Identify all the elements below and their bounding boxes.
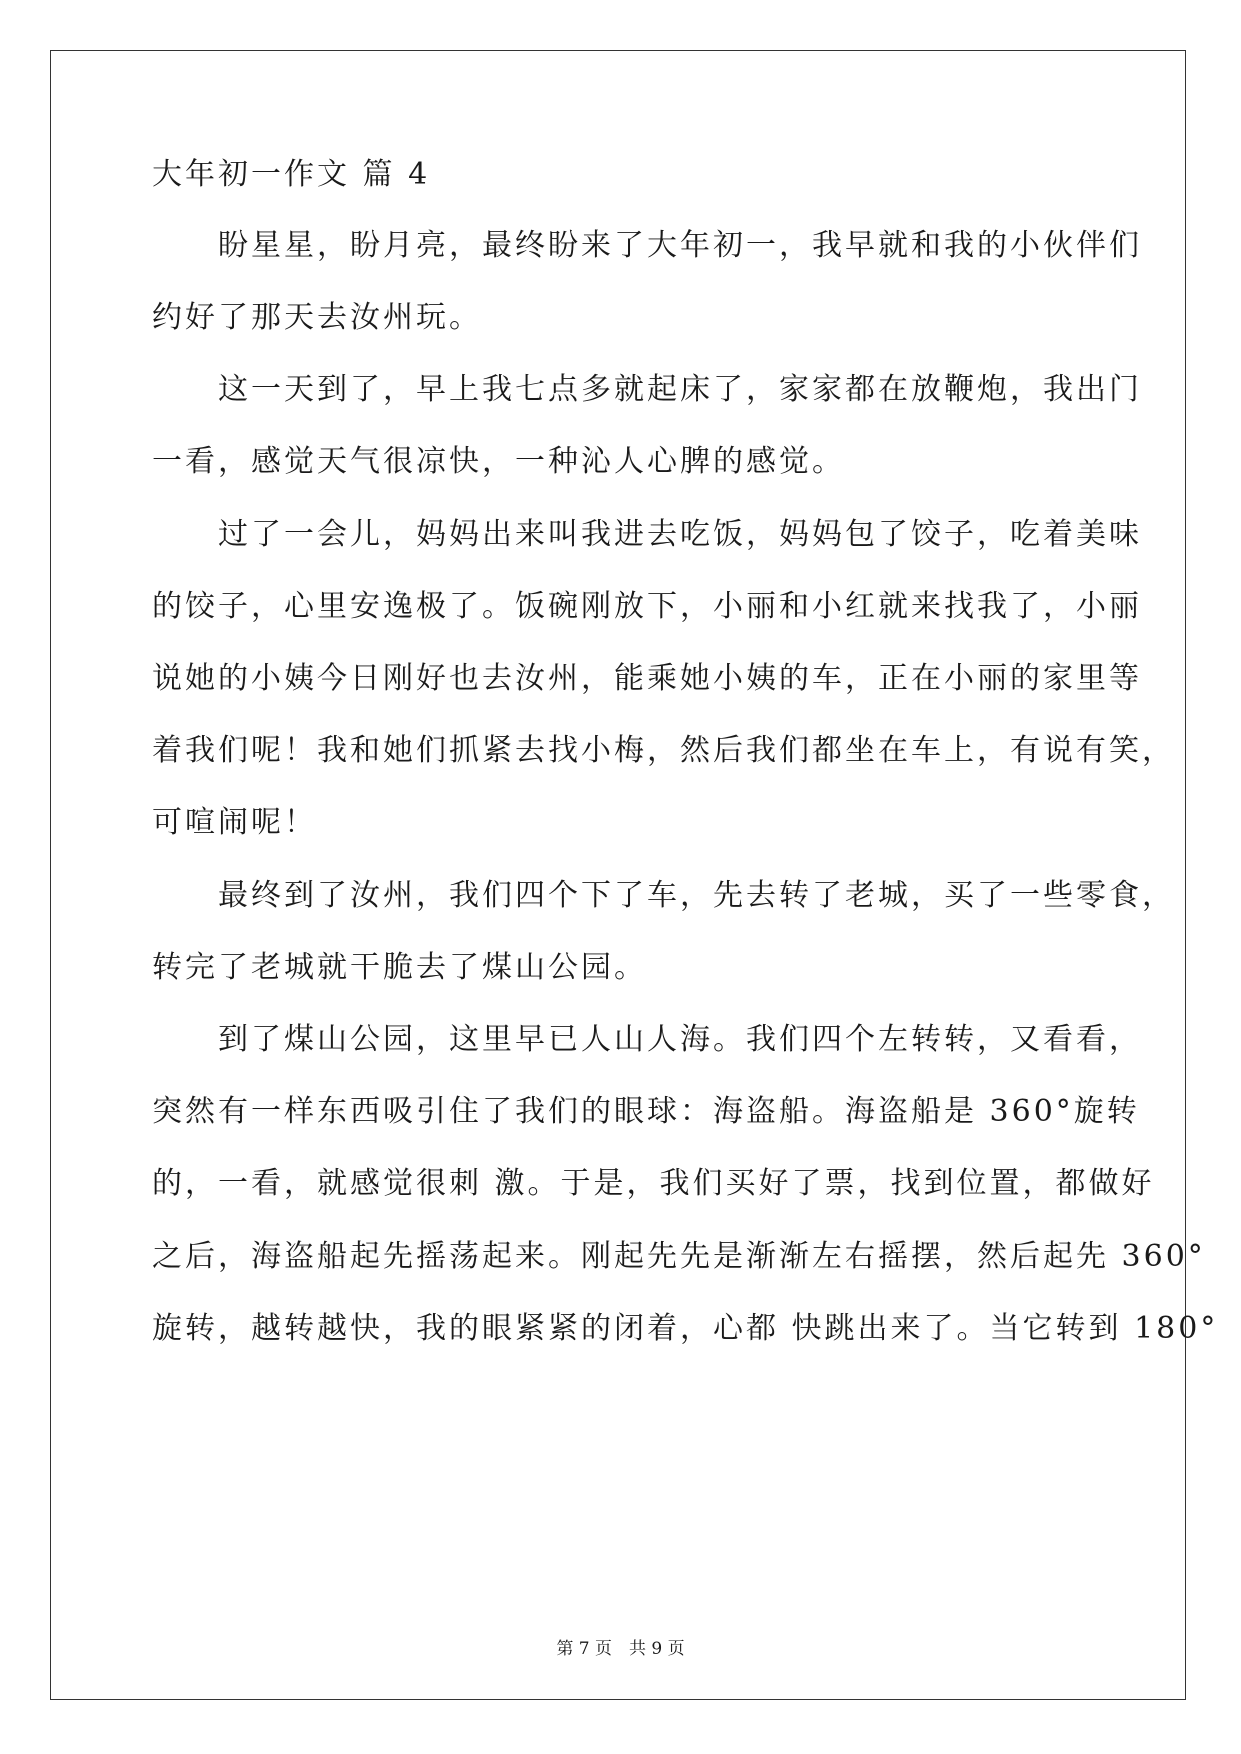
paragraph-line: 的，一看，就感觉很刺 激。于是，我们买好了票，找到位置，都做好 (152, 1166, 1155, 1201)
paragraph-line: 之后，海盗船起先摇荡起来。刚起先先是渐渐左右摇摆，然后起先 360° (152, 1239, 1206, 1274)
paragraph-line: 过了一会儿，妈妈出来叫我进去吃饭，妈妈包了饺子，吃着美味 (152, 517, 1142, 552)
paragraph-line: 突然有一样东西吸引住了我们的眼球：海盗船。海盗船是 360°旋转 (152, 1094, 1140, 1129)
paragraph-line: 约好了那天去汝州玩。 (152, 300, 482, 335)
page-number-footer: 第 7 页 共 9 页 (556, 1639, 685, 1659)
paragraph-line: 这一天到了，早上我七点多就起床了，家家都在放鞭炮，我出门 (152, 372, 1142, 407)
document-title: 大年初一作文 篇 4 (152, 157, 431, 192)
paragraph-line: 着我们呢！我和她们抓紧去找小梅，然后我们都坐在车上，有说有笑， (152, 733, 1175, 768)
paragraph-line: 一看，感觉天气很凉快，一种沁人心脾的感觉。 (152, 444, 845, 479)
paragraph-line: 的饺子，心里安逸极了。饭碗刚放下，小丽和小红就来找我了，小丽 (152, 589, 1142, 624)
paragraph-line: 到了煤山公园，这里早已人山人海。我们四个左转转，又看看， (152, 1022, 1142, 1057)
paragraph-line: 说她的小姨今日刚好也去汝州，能乘她小姨的车，正在小丽的家里等 (152, 661, 1142, 696)
paragraph-line: 最终到了汝州，我们四个下了车，先去转了老城，买了一些零食， (152, 878, 1175, 913)
paragraph-line: 转完了老城就干脆去了煤山公园。 (152, 950, 647, 985)
paragraph-line: 可喧闹呢！ (152, 805, 317, 840)
paragraph-line: 旋转，越转越快，我的眼紧紧的闭着，心都 快跳出来了。当它转到 180° (152, 1311, 1219, 1346)
paragraph-line: 盼星星，盼月亮，最终盼来了大年初一，我早就和我的小伙伴们 (152, 228, 1142, 263)
